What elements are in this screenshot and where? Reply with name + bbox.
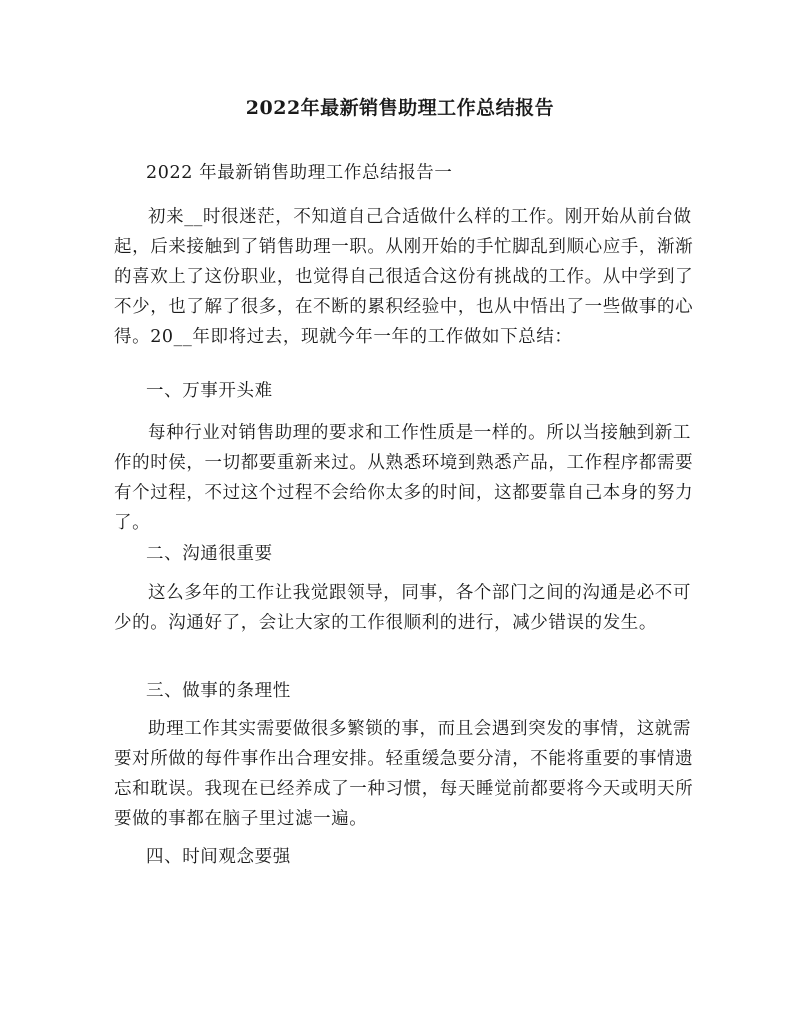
paragraph-section-3: 助理工作其实需要做很多繁锁的事，而且会遇到突发的事情，这就需要对所做的每件事作出合理安排。轻重缓急要分清，不能将重要的事情遗忘和耽误。我现在已经养成了一种习惯，每天睡觉前都要将今天或明天所要做的事都在脑子里过滤一遍。 [114,719,694,829]
section-heading-4: 四、时间观念要强 [146,847,291,867]
report-subtitle: 2022 年最新销售助理工作总结报告一 [146,163,453,183]
section-heading-1: 一、万事开头难 [146,381,273,401]
paragraph-section-1: 每种行业对销售助理的要求和工作性质是一样的。所以当接触到新工作的时侯，一切都要重新来过。从熟悉环境到熟悉产品，工作程序都需要有个过程，不过这个过程不会给你太多的时间，这都要靠自己本身的努力了。 [114,423,694,533]
paragraph-section-2: 这么多年的工作让我觉跟领导，同事，各个部门之间的沟通是必不可少的。沟通好了，会让大家的工作很顺利的进行，减少错误的发生。 [114,583,691,633]
document-title: 2022年最新销售助理工作总结报告 [245,97,555,119]
section-heading-2: 二、沟通很重要 [146,544,273,564]
paragraph-intro: 初来__时很迷茫，不知道自己合适做什么样的工作。刚开始从前台做起，后来接触到了销售助理一职。从刚开始的手忙脚乱到顺心应手，渐渐的喜欢上了这份职业，也觉得自己很适合这份有挑战的工作。从中学到了不少，也了解了很多，在不断的累积经验中，也从中悟出了一些做事的心得。20__年即将过去，现就今年一年的工作做如下总结： [114,207,694,347]
section-heading-3: 三、做事的条理性 [146,681,291,701]
